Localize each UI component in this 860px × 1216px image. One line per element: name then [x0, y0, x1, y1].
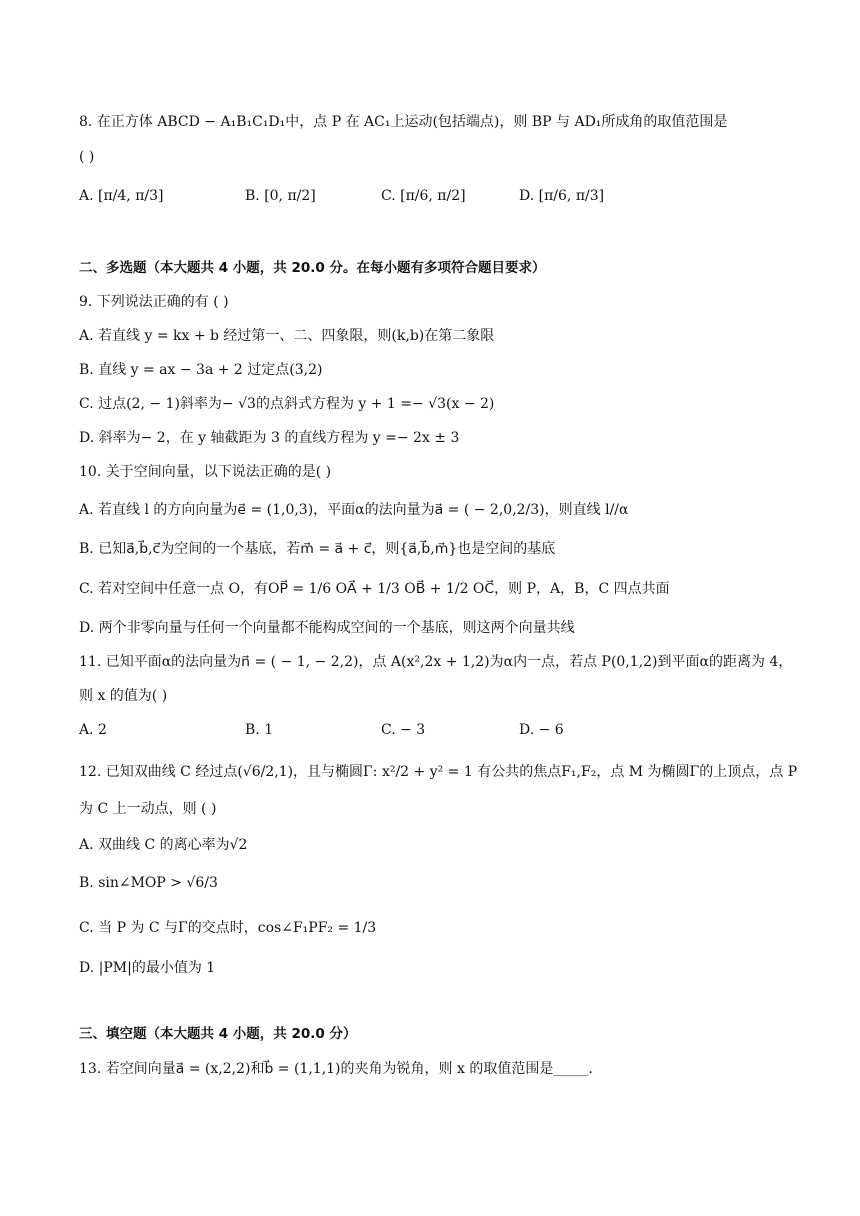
q8-paren: ( ): [79, 149, 95, 165]
q9-option-c: C. 过点(2, − 1)斜率为− √3的点斜式方程为 y + 1 =− √3(x − 2): [79, 396, 495, 412]
q8-stem: 8. 在正方体 ABCD − A₁B₁C₁D₁中，点 P 在 AC₁上运动(包括端点)，则 BP 与 AD₁所成角的取值范围是: [79, 114, 728, 130]
q9-option-a: A. 若直线 y = kx + b 经过第一、二、四象限，则(k,b)在第二象限: [79, 328, 495, 344]
q9-stem: 9. 下列说法正确的有 ( ): [79, 294, 229, 310]
q10-option-c: C. 若对空间中任意一点 O，有OP⃗ = 1/6 OA⃗ + 1/3 OB⃗ + 1/2 OC⃗，则 P，A，B，C 四点共面: [79, 581, 670, 597]
q11-option-a: A. 2: [79, 722, 107, 738]
q12-option-d: D. |PM|的最小值为 1: [79, 960, 216, 976]
q9-option-d: D. 斜率为− 2，在 y 轴截距为 3 的直线方程为 y =− 2x ± 3: [79, 430, 460, 446]
q10-option-b: B. 已知a⃗,b⃗,c⃗为空间的一个基底，若m⃗ = a⃗ + c⃗，则{a⃗,b⃗,m⃗}也是空间的基底: [79, 541, 556, 557]
q11-option-c: C. − 3: [381, 722, 426, 738]
q13-stem: 13. 若空间向量a⃗ = (x,2,2)和b⃗ = (1,1,1)的夹角为锐角，则 x 的取值范围是_____.: [79, 1061, 593, 1077]
q8-option-b: B. [0, π/2]: [245, 188, 316, 204]
q8-option-a: A. [π/4, π/3]: [79, 188, 164, 204]
q12-option-c: C. 当 P 为 C 与Γ的交点时，cos∠F₁PF₂ = 1/3: [79, 920, 377, 936]
q8-option-c: C. [π/6, π/2]: [381, 188, 466, 204]
q11-option-b: B. 1: [245, 722, 274, 738]
section-heading-multiple-choice: 二、多选题（本大题共 4 小题，共 20.0 分。在每小题有多项符合题目要求）: [79, 260, 546, 276]
q10-stem: 10. 关于空间向量，以下说法正确的是( ): [79, 464, 332, 480]
q8-option-d: D. [π/6, π/3]: [519, 188, 605, 204]
q10-option-d: D. 两个非零向量与任何一个向量都不能构成空间的一个基底，则这两个向量共线: [79, 620, 575, 636]
q11-stem: 11. 已知平面α的法向量为n⃗ = ( − 1, − 2,2)，点 A(x²,2x + 1,2)为α内一点，若点 P(0,1,2)到平面α的距离为 4，: [79, 654, 793, 670]
q11-option-d: D. − 6: [519, 722, 564, 738]
q12-stem-continued: 为 C 上一动点，则 ( ): [79, 801, 217, 817]
section-heading-fill-in: 三、填空题（本大题共 4 小题，共 20.0 分）: [79, 1026, 357, 1042]
q9-option-b: B. 直线 y = ax − 3a + 2 过定点(3,2): [79, 362, 323, 378]
q12-option-a: A. 双曲线 C 的离心率为√2: [79, 837, 248, 853]
q12-stem: 12. 已知双曲线 C 经过点(√6/2,1)，且与椭圆Γ: x²/2 + y² = 1 有公共的焦点F₁,F₂，点 M 为椭圆Γ的上顶点，点 P: [79, 764, 798, 780]
q12-option-b: B. sin∠MOP > √6/3: [79, 875, 218, 891]
q11-stem-continued: 则 x 的值为( ): [79, 688, 168, 704]
q10-option-a: A. 若直线 l 的方向向量为e⃗ = (1,0,3)，平面α的法向量为a⃗ = ( − 2,0,2/3)，则直线 l//α: [79, 502, 629, 518]
